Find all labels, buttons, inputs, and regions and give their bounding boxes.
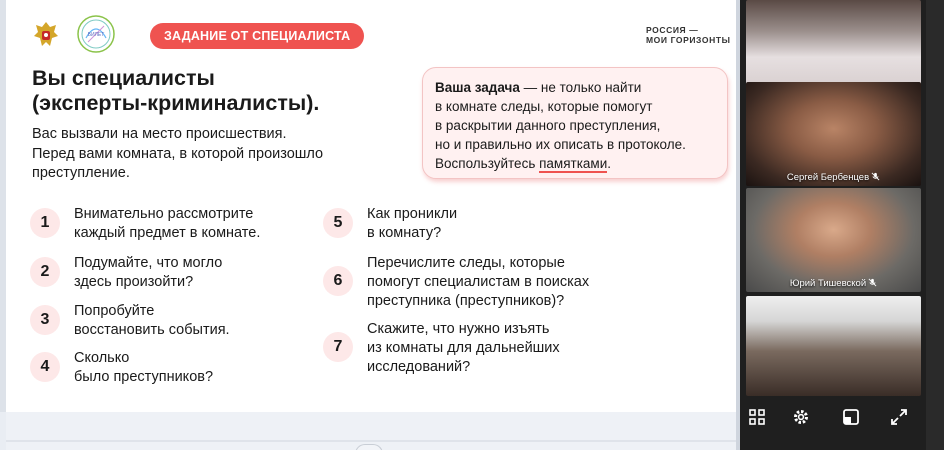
coat-of-arms-icon — [32, 20, 60, 50]
list-item — [323, 320, 560, 377]
list-item — [30, 205, 260, 243]
task-callout — [422, 67, 728, 179]
participant-tile[interactable] — [746, 82, 921, 186]
participant-name-label: Сергей Бербенцев — [786, 172, 870, 183]
task-callout-end: . — [607, 156, 612, 171]
participant-name — [746, 172, 921, 183]
item-text: Подумайте, что могло здесь произойти? — [74, 255, 223, 290]
slide-intro: Вас вызвали на место происшествия. Перед вами комната, в которой произошло преступление. — [32, 126, 324, 181]
item-number-badge: 3 — [30, 305, 60, 335]
item-number-badge: 7 — [323, 332, 353, 362]
divider — [6, 440, 736, 442]
task-callout-bold: Ваша задача — [435, 80, 520, 95]
participant-video — [746, 82, 921, 186]
item-text: Скажите, что нужно изъять из комнаты для дальнейших исследований? — [367, 321, 560, 375]
project-logo-icon — [76, 14, 116, 54]
item-text: Внимательно рассмотрите каждый предмет в комнате. — [74, 206, 261, 241]
item-number-badge: 1 — [30, 208, 60, 238]
presentation-slide — [6, 0, 736, 412]
task-callout-text: — не только найти в комнате следы, которые помогут в раскрытии данного преступления, но и правильно их описать в протоколе. Воспользуйтесь — [435, 80, 686, 171]
task-label-pill: ЗАДАНИЕ ОТ СПЕЦИАЛИСТА — [150, 23, 364, 49]
brand-line-2: МОИ ГОРИЗОНТЫ — [646, 35, 731, 45]
item-number-badge: 4 — [30, 352, 60, 382]
brand-logo-text — [646, 25, 731, 45]
participant-tile[interactable] — [746, 296, 921, 396]
svg-text:БИЛЕТ: БИЛЕТ — [87, 32, 105, 38]
item-number-badge: 2 — [30, 257, 60, 287]
list-item — [323, 254, 589, 311]
gear-icon[interactable] — [790, 406, 812, 428]
participants-panel — [740, 0, 944, 450]
bottom-handle[interactable] — [355, 444, 383, 450]
mic-muted-icon — [871, 172, 880, 181]
list-item — [30, 302, 230, 340]
participant-video — [746, 188, 921, 292]
participant-name-label: Юрий Тишевской — [789, 278, 867, 289]
list-item — [30, 254, 222, 292]
slide-title: Вы специалисты (эксперты-криминалисты). — [32, 66, 320, 115]
memo-link[interactable]: памятками — [539, 156, 608, 171]
item-number-badge: 6 — [323, 266, 353, 296]
participant-tile[interactable] — [746, 188, 921, 292]
item-text: Сколько было преступников? — [74, 350, 214, 385]
layout-icon[interactable] — [840, 406, 862, 428]
list-item — [323, 205, 457, 243]
item-text: Перечислите следы, которые помогут специалистам в поисках преступника (преступников)? — [367, 255, 590, 309]
item-text: Попробуйте восстановить события. — [74, 303, 230, 338]
grid-view-icon[interactable] — [746, 406, 768, 428]
item-text: Как проникли в комнату? — [367, 206, 458, 241]
fullscreen-icon[interactable] — [888, 406, 910, 428]
participant-name — [746, 278, 921, 289]
item-number-badge: 5 — [323, 208, 353, 238]
panel-edge — [926, 0, 944, 450]
brand-line-1: РОССИЯ — — [646, 25, 699, 35]
control-bar — [740, 400, 944, 434]
list-item — [30, 349, 213, 387]
mic-muted-icon — [868, 278, 877, 287]
participant-video — [746, 296, 921, 396]
